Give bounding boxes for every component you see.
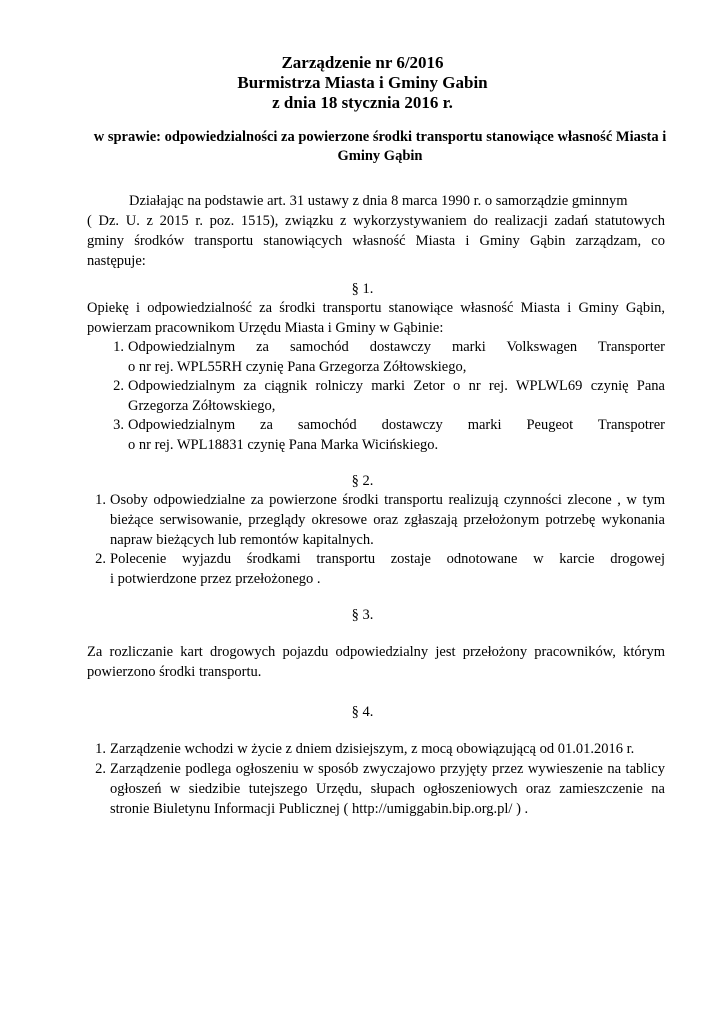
- subject-line-2: Gminy Gąbin: [337, 148, 423, 164]
- list-item-line: Grzegorza Zółtowskiego,: [128, 398, 276, 414]
- preamble-line-2: ( Dz. U. z 2015 r. poz. 1515), związku z wykorzystywaniem do realizacji zadań statutowych: [87, 213, 665, 229]
- list-item-line: Polecenie wyjazdu środkami transportu zostaje odnotowane w karcie drogowej: [110, 551, 665, 567]
- list-number: 1.: [95, 741, 106, 757]
- section-3-heading: § 3.: [351, 607, 374, 623]
- preamble-line-1: Działając na podstawie art. 31 ustawy z dnia 8 marca 1990 r. o samorządzie gminnym: [129, 193, 628, 209]
- list-number: 2.: [95, 761, 106, 777]
- preamble-line-3: gminy środków transportu stanowiących własność Miasta i Gminy Gąbin zarządzam, co: [87, 233, 665, 249]
- list-item-line: o nr rej. WPL55RH czynię Pana Grzegorza Zółtowskiego,: [128, 359, 467, 375]
- subject-line-1: w sprawie: odpowiedzialności za powierzone środki transportu stanowiące własność Miasta i: [93, 129, 667, 145]
- section-4-item-1: [95, 739, 665, 759]
- list-number: 1.: [95, 492, 106, 508]
- list-item-line: Zarządzenie podlega ogłoszeniu w sposób zwyczajowo przyjęty przez wywieszenie na tablicy: [110, 761, 665, 777]
- section-3-paragraph: [87, 642, 665, 682]
- document-title-line-2: Burmistrza Miasta i Gminy Gabin: [237, 73, 488, 92]
- list-item-line: Odpowiedzialnym za samochód dostawczy marki Volkswagen Transporter: [128, 339, 665, 355]
- list-number: 2.: [113, 378, 124, 394]
- preamble-paragraph: [87, 191, 665, 271]
- section-2-item-1: [95, 490, 665, 550]
- preamble-line-4: następuje:: [87, 253, 146, 269]
- section-3-line-1: Za rozliczanie kart drogowych pojazdu odpowiedzialny jest przełożony pracowników, którym: [87, 644, 665, 660]
- section-1-item-2: [113, 376, 665, 416]
- section-4-heading: § 4.: [351, 704, 374, 720]
- list-item-line: Odpowiedzialnym za ciągnik rolniczy marki Zetor o nr rej. WPLWL69 czynię Pana: [128, 378, 665, 394]
- section-1-intro: [87, 298, 665, 338]
- section-1-intro-line-2: powierzam pracownikom Urzędu Miasta i Gminy w Gąbinie:: [87, 320, 444, 336]
- list-item-line: Odpowiedzialnym za samochód dostawczy marki Peugeot Transpotrer: [128, 417, 665, 433]
- list-number: 1.: [113, 339, 124, 355]
- document-title-line-1: Zarządzenie nr 6/2016: [281, 53, 444, 72]
- section-1-heading: § 1.: [351, 281, 374, 297]
- document-title-line-3: z dnia 18 stycznia 2016 r.: [272, 93, 453, 112]
- list-item-line: ogłoszeń w siedzibie tutejszego Urzędu, słupach ogłoszeniowych oraz zamieszczenie na: [110, 781, 665, 797]
- list-item-line: stronie Biuletynu Informacji Publicznej ( http://umiggabin.bip.org.pl/ ) .: [110, 801, 529, 817]
- section-1-intro-line-1: Opiekę i odpowiedzialność za środki transportu stanowiące własność Miasta i Gminy Gąbin,: [87, 300, 665, 316]
- list-item-line: o nr rej. WPL18831 czynię Pana Marka Wicińskiego.: [128, 437, 439, 453]
- section-1-item-3: [113, 415, 665, 455]
- list-item-line: napraw bieżących lub remontów kapitalnych.: [110, 532, 374, 548]
- section-4-item-2: [95, 759, 665, 819]
- section-2-heading: § 2.: [351, 473, 374, 489]
- list-number: 2.: [95, 551, 106, 567]
- list-item-line: bieżące serwisowanie, przeglądy okresowe oraz zgłaszają przełożonym potrzebę wykonania: [110, 512, 665, 528]
- list-item-line: i potwierdzone przez przełożonego .: [110, 571, 321, 587]
- list-number: 3.: [113, 417, 124, 433]
- section-3-line-2: powierzono środki transportu.: [87, 664, 262, 680]
- section-2-item-2: [95, 549, 665, 589]
- list-item-line: Zarządzenie wchodzi w życie z dniem dzisiejszym, z mocą obowiązującą od 01.01.2016 r.: [110, 741, 635, 757]
- list-item-line: Osoby odpowiedzialne za powierzone środki transportu realizują czynności zlecone , w tym: [110, 492, 665, 508]
- section-1-item-1: [113, 337, 665, 377]
